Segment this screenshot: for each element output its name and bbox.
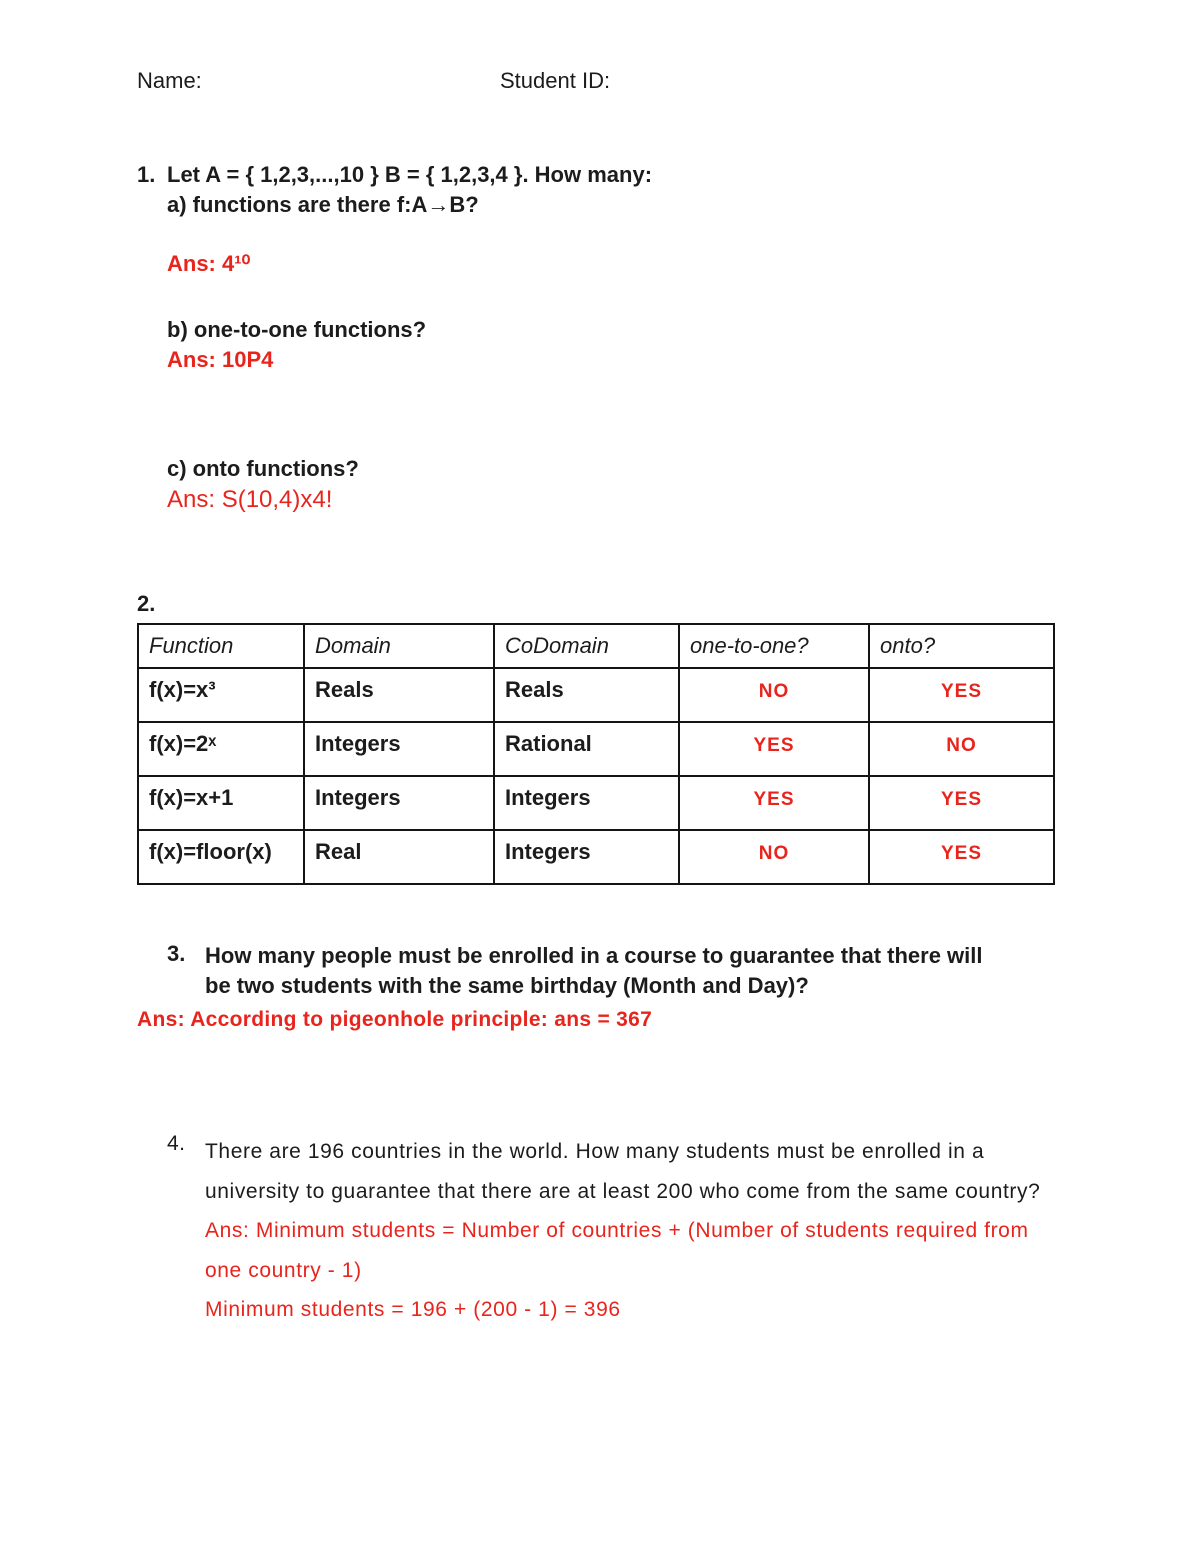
cell-one-to-one-answer: NO <box>679 830 869 884</box>
functions-table <box>137 623 1055 885</box>
name-label: Name: <box>137 68 202 93</box>
table-row <box>138 830 1054 884</box>
col-header-function: Function <box>138 624 304 668</box>
table-row <box>138 668 1054 722</box>
page-header <box>137 68 1110 94</box>
question-4-text: There are 196 countries in the world. How many students must be enrolled in a university to guarantee that there are at least 200 who come from the same country? <box>205 1140 1041 1203</box>
cell-function: f(x)=2ˣ <box>138 722 304 776</box>
answer-1c: Ans: S(10,4)x4! <box>167 486 333 514</box>
question-2-number: 2. <box>137 590 156 616</box>
question-1c: c) onto functions? <box>167 456 359 482</box>
cell-function: f(x)=x+1 <box>138 776 304 830</box>
cell-onto-answer: YES <box>869 830 1054 884</box>
cell-function: f(x)=x³ <box>138 668 304 722</box>
student-id-label: Student ID: <box>500 68 611 93</box>
table-row <box>138 722 1054 776</box>
cell-onto-answer: YES <box>869 776 1054 830</box>
question-1-intro: Let A = { 1,2,3,...,10 } B = { 1,2,3,4 }. How many: <box>167 162 653 187</box>
cell-codomain: Integers <box>494 776 679 830</box>
col-header-one-to-one: one-to-one? <box>679 624 869 668</box>
cell-function: f(x)=floor(x) <box>138 830 304 884</box>
answer-1a: Ans: 4¹⁰ <box>167 251 251 277</box>
question-1b: b) one-to-one functions? <box>167 317 427 343</box>
cell-codomain: Integers <box>494 830 679 884</box>
col-header-onto: onto? <box>869 624 1054 668</box>
question-1 <box>137 160 1110 517</box>
question-1a: a) functions are there f:A→B? <box>167 191 479 217</box>
question-4-number: 4. <box>167 1132 186 1156</box>
answer-3: Ans: According to pigeonhole principle: ans = 367 <box>137 1008 653 1032</box>
cell-onto-answer: YES <box>869 668 1054 722</box>
answer-1b: Ans: 10P4 <box>167 346 274 372</box>
table-row <box>138 776 1054 830</box>
cell-domain: Real <box>304 830 494 884</box>
cell-onto-answer: NO <box>869 722 1054 776</box>
answer-4-line-1: Ans: Minimum students = Number of countries + (Number of students required from one country - 1) <box>205 1219 1029 1282</box>
cell-one-to-one-answer: NO <box>679 668 869 722</box>
table-header-row <box>138 624 1054 668</box>
col-header-domain: Domain <box>304 624 494 668</box>
question-3 <box>137 941 1110 1033</box>
question-1-number: 1. <box>137 162 156 187</box>
answer-4-line-2: Minimum students = 196 + (200 - 1) = 396 <box>205 1297 621 1321</box>
col-header-codomain: CoDomain <box>494 624 679 668</box>
question-2 <box>137 591 1110 885</box>
question-4 <box>137 1132 1110 1329</box>
cell-domain: Integers <box>304 722 494 776</box>
cell-domain: Integers <box>304 776 494 830</box>
cell-codomain: Reals <box>494 668 679 722</box>
question-3-text: How many people must be enrolled in a course to guarantee that there will be two students with the same birthday (Month and Day)? <box>205 942 983 999</box>
question-3-number: 3. <box>167 940 186 966</box>
cell-domain: Reals <box>304 668 494 722</box>
cell-one-to-one-answer: YES <box>679 776 869 830</box>
cell-codomain: Rational <box>494 722 679 776</box>
cell-one-to-one-answer: YES <box>679 722 869 776</box>
